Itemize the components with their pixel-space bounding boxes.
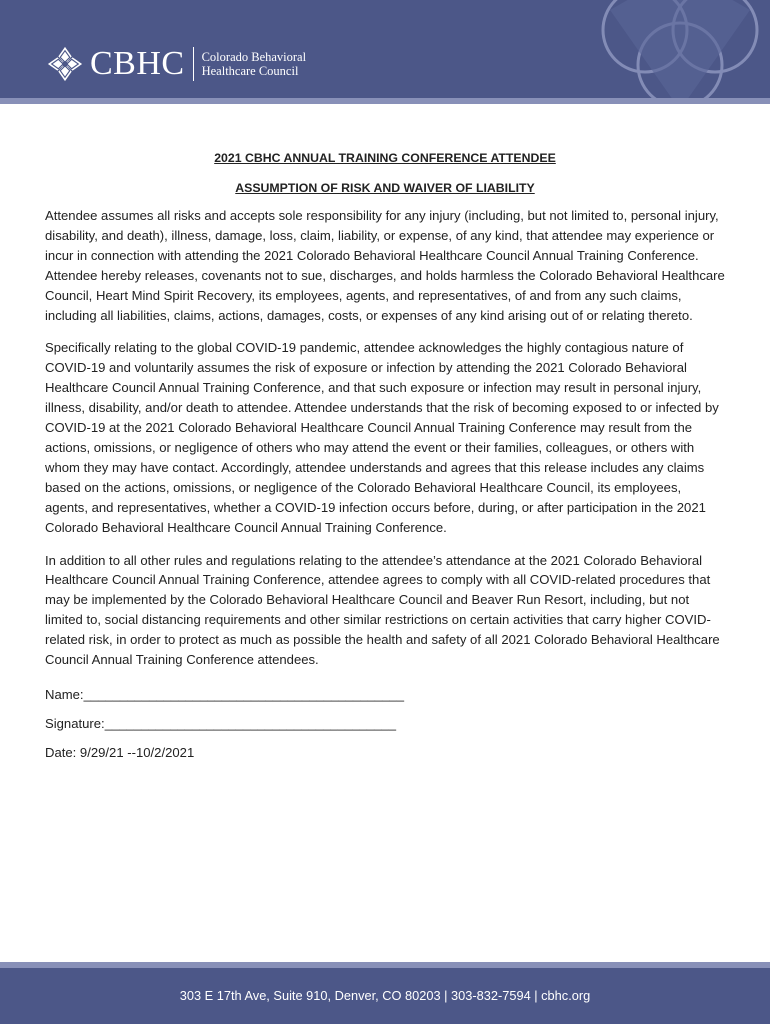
decorative-pattern-icon xyxy=(570,0,770,104)
logo-flower-icon xyxy=(46,45,84,83)
document-subtitle: ASSUMPTION OF RISK AND WAIVER OF LIABILITY xyxy=(235,181,535,195)
cbhc-logo xyxy=(46,44,322,84)
logo-subtitle-line2: Healthcare Council xyxy=(201,64,299,78)
page-header xyxy=(0,0,770,104)
name-field[interactable]: Name:____________________________________________ xyxy=(45,686,404,702)
document-body xyxy=(45,148,725,763)
document-title: 2021 CBHC ANNUAL TRAINING CONFERENCE ATTENDEE xyxy=(214,151,556,165)
paragraph-covid: Specifically relating to the global COVID-19 pandemic, attendee acknowledges the highly contagious nature of COVID-19 and voluntarily assumes the risk of exposure or infection by attending the 2021 Colorado Behavioral Healthcare Council Annual Training Conference, and that such exposure or infection may result in personal injury, illness, disability, and/or death to attendee. Attendee understands that the risk of becoming exposed to or infected by COVID-19 at the 2021 Colorado Behavioral Healthcare Council Annual Training Conference may result from the actions, omissions, or negligence of others who may attend the event or their families, colleagues, or others with whom they may have contact. Accordingly, attendee understands and agrees that this release includes any claims based on the actions, omissions, or negligence of the Colorado Behavioral Healthcare Council, its employees, agents, and representatives, whether a COVID-19 infection occurs before, during, or after participation in the 2021 Colorado Behavioral Healthcare Council Annual Training Conference. xyxy=(45,340,719,535)
logo-subtitle-line1: Colorado Behavioral xyxy=(201,50,307,64)
signature-field[interactable]: Signature:________________________________________ xyxy=(45,715,396,731)
paragraph-compliance: In addition to all other rules and regulations relating to the attendee’s attendance at the 2021 Colorado Behavioral Healthcare Council Annual Training Conference, attendee agrees to comply with all COVID-related procedures that may be implemented by the Colorado Behavioral Healthcare Council and Beaver Run Resort, including, but not limited to, social distancing requirements and other similar restrictions on certain activities that carry higher COVID-related risk, in order to protect as much as possible the health and safety of all 2021 Colorado Behavioral Healthcare Council Annual Training Conference attendees. xyxy=(45,552,720,668)
header-stripe xyxy=(0,98,770,104)
footer-contact: 303 E 17th Ave, Suite 910, Denver, CO 80203 | 303-832-7594 | cbhc.org xyxy=(179,988,591,1003)
logo-wordmark: CBHC xyxy=(90,45,185,82)
logo-subtitle xyxy=(202,50,322,78)
date-field: Date: 9/29/21 --10/2/2021 xyxy=(45,744,195,760)
logo-divider xyxy=(193,47,194,81)
paragraph-assumption: Attendee assumes all risks and accepts sole responsibility for any injury (including, but not limited to, personal injury, disability, and death), illness, damage, loss, claim, liability, or expense, of any kind, that attendee may experience or incur in connection with attending the 2021 Colorado Behavioral Healthcare Council Annual Training Conference. Attendee hereby releases, covenants not to sue, discharges, and holds harmless the Colorado Behavioral Healthcare Council, Heart Mind Spirit Recovery, its employees, agents, and representatives, of and from any such claims, including all liabilities, claims, actions, damages, costs, or expenses of any kind arising out of or relating thereto. xyxy=(45,208,725,323)
footer-stripe xyxy=(0,962,770,968)
